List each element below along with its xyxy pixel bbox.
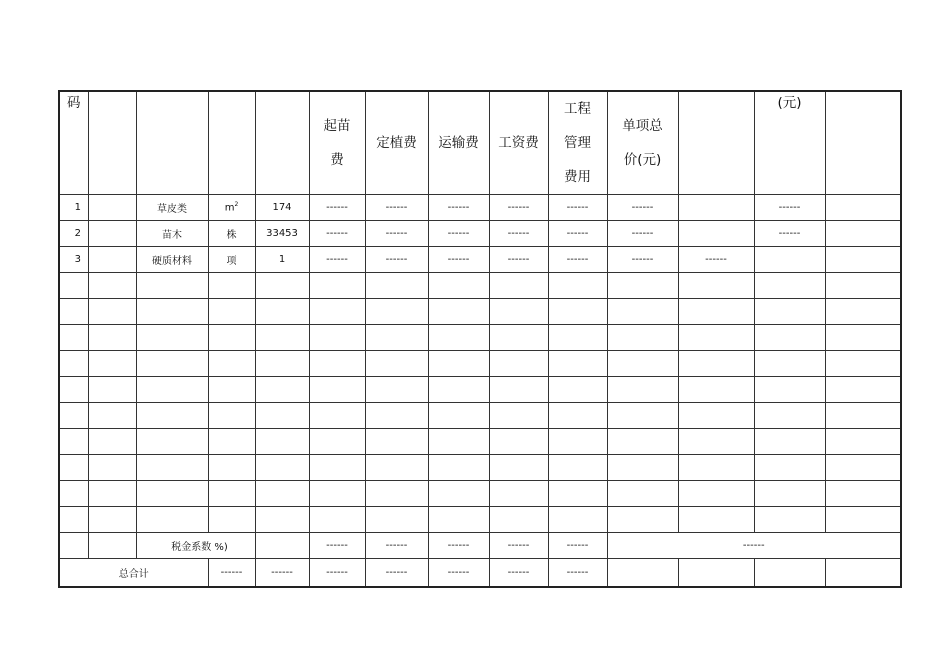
empty-row: [59, 507, 901, 533]
row-code: 1: [59, 195, 88, 221]
row-code: 2: [59, 221, 88, 247]
header-item-total: 单项总 价(元): [607, 91, 678, 195]
empty-row: [59, 429, 901, 455]
header-yuan: (元): [754, 91, 825, 195]
row-qty: 1: [255, 247, 309, 273]
row-qty: 174: [255, 195, 309, 221]
empty-row: [59, 481, 901, 507]
empty-row: [59, 273, 901, 299]
table-row: 3 硬质材料 项 1 ------ ------ ------ ------ ------ ------ ------: [59, 247, 901, 273]
header-mgmt-fee: 工程 管理 费用: [548, 91, 607, 195]
table-row: 2 苗木 株 33453 ------ ------ ------ ------ ------ ------ ------: [59, 221, 901, 247]
row-qty: 33453: [255, 221, 309, 247]
tax-row: 税金系数 %) ------ ------ ------ ------ ------ ------: [59, 533, 901, 559]
header-planting-fee: 定植费: [365, 91, 428, 195]
empty-row: [59, 403, 901, 429]
row-name: 硬质材料: [136, 247, 208, 273]
empty-row: [59, 455, 901, 481]
row-unit: $m^2$: [208, 195, 255, 221]
header-row: [59, 91, 901, 195]
total-label: 总合计: [59, 559, 208, 587]
empty-row: [59, 377, 901, 403]
empty-row: [59, 299, 901, 325]
empty-row: [59, 325, 901, 351]
header-seedling-fee: 起苗 费: [309, 91, 365, 195]
row-name: 苗木: [136, 221, 208, 247]
tax-label: 税金系数 %): [136, 533, 255, 559]
row-name: 草皮类: [136, 195, 208, 221]
budget-table: [58, 90, 902, 588]
header-transport-fee: 运输费: [428, 91, 489, 195]
empty-row: [59, 351, 901, 377]
row-unit: 株: [208, 221, 255, 247]
header-wage-fee: 工资费: [489, 91, 548, 195]
header-code: 码: [59, 91, 88, 195]
row-code: 3: [59, 247, 88, 273]
table-row: 1 草皮类 $m^2$ 174 ------ ------ ------ ------ ------ ------ ------: [59, 195, 901, 221]
total-row: 总合计 ------ ------ ------ ------ ------ ------ ------: [59, 559, 901, 587]
row-unit: 项: [208, 247, 255, 273]
